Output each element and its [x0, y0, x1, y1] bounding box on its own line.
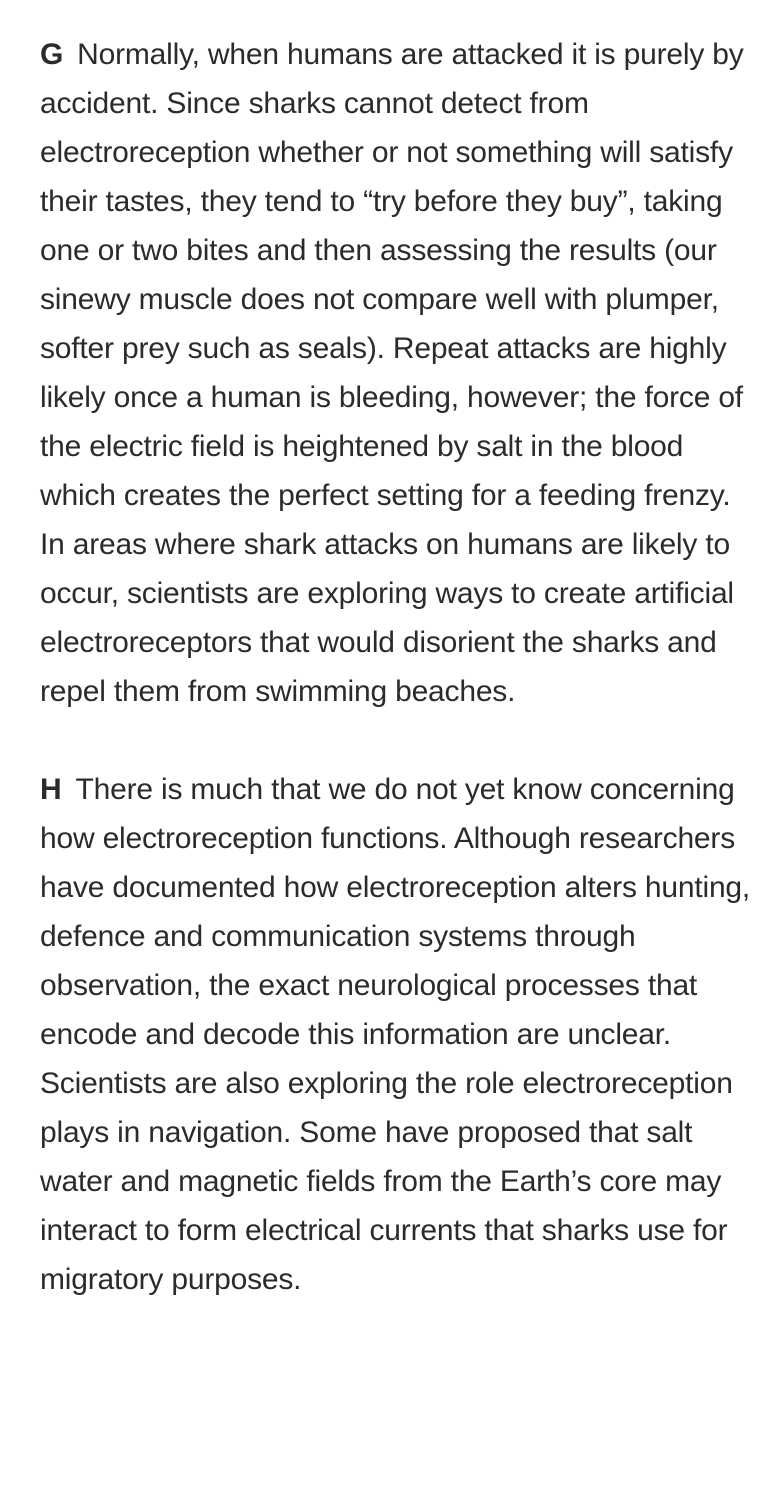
paragraph-text: Normally, when humans are attacked it is purely by accident. Since sharks cannot detect from electroreception whether or not something will satisfy their tastes, they tend to “try before they buy”, taking one or two bites and then assessing the results (our sinewy muscle does not compare well with plumper, softer prey such as seals). Repeat attacks are highly likely once a human is bleeding, however; the force of the electric field is heightened by salt in the blood which creates the perfect setting for a feeding frenzy. In areas where shark attacks on humans are likely to occur, scientists are exploring ways to create artificial electroreceptors that would disorient the sharks and repel them from swimming beaches. [40, 38, 744, 708]
paragraph-letter: G [40, 38, 64, 71]
paragraph-g [40, 30, 755, 716]
paragraph-letter: H [40, 773, 62, 806]
paragraph-text: There is much that we do not yet know concerning how electroreception functions. Although researchers have documented how electroreception alters hunting, defence and communication systems through observation, the exact neurological processes that encode and decode this information are unclear. Scientists are also exploring the role electroreception plays in navigation. Some have proposed that salt water and magnetic fields from the Earth’s core may interact to form electrical currents that sharks use for migratory purposes. [40, 773, 751, 1296]
article-body [40, 30, 755, 1304]
paragraph-h [40, 765, 755, 1304]
